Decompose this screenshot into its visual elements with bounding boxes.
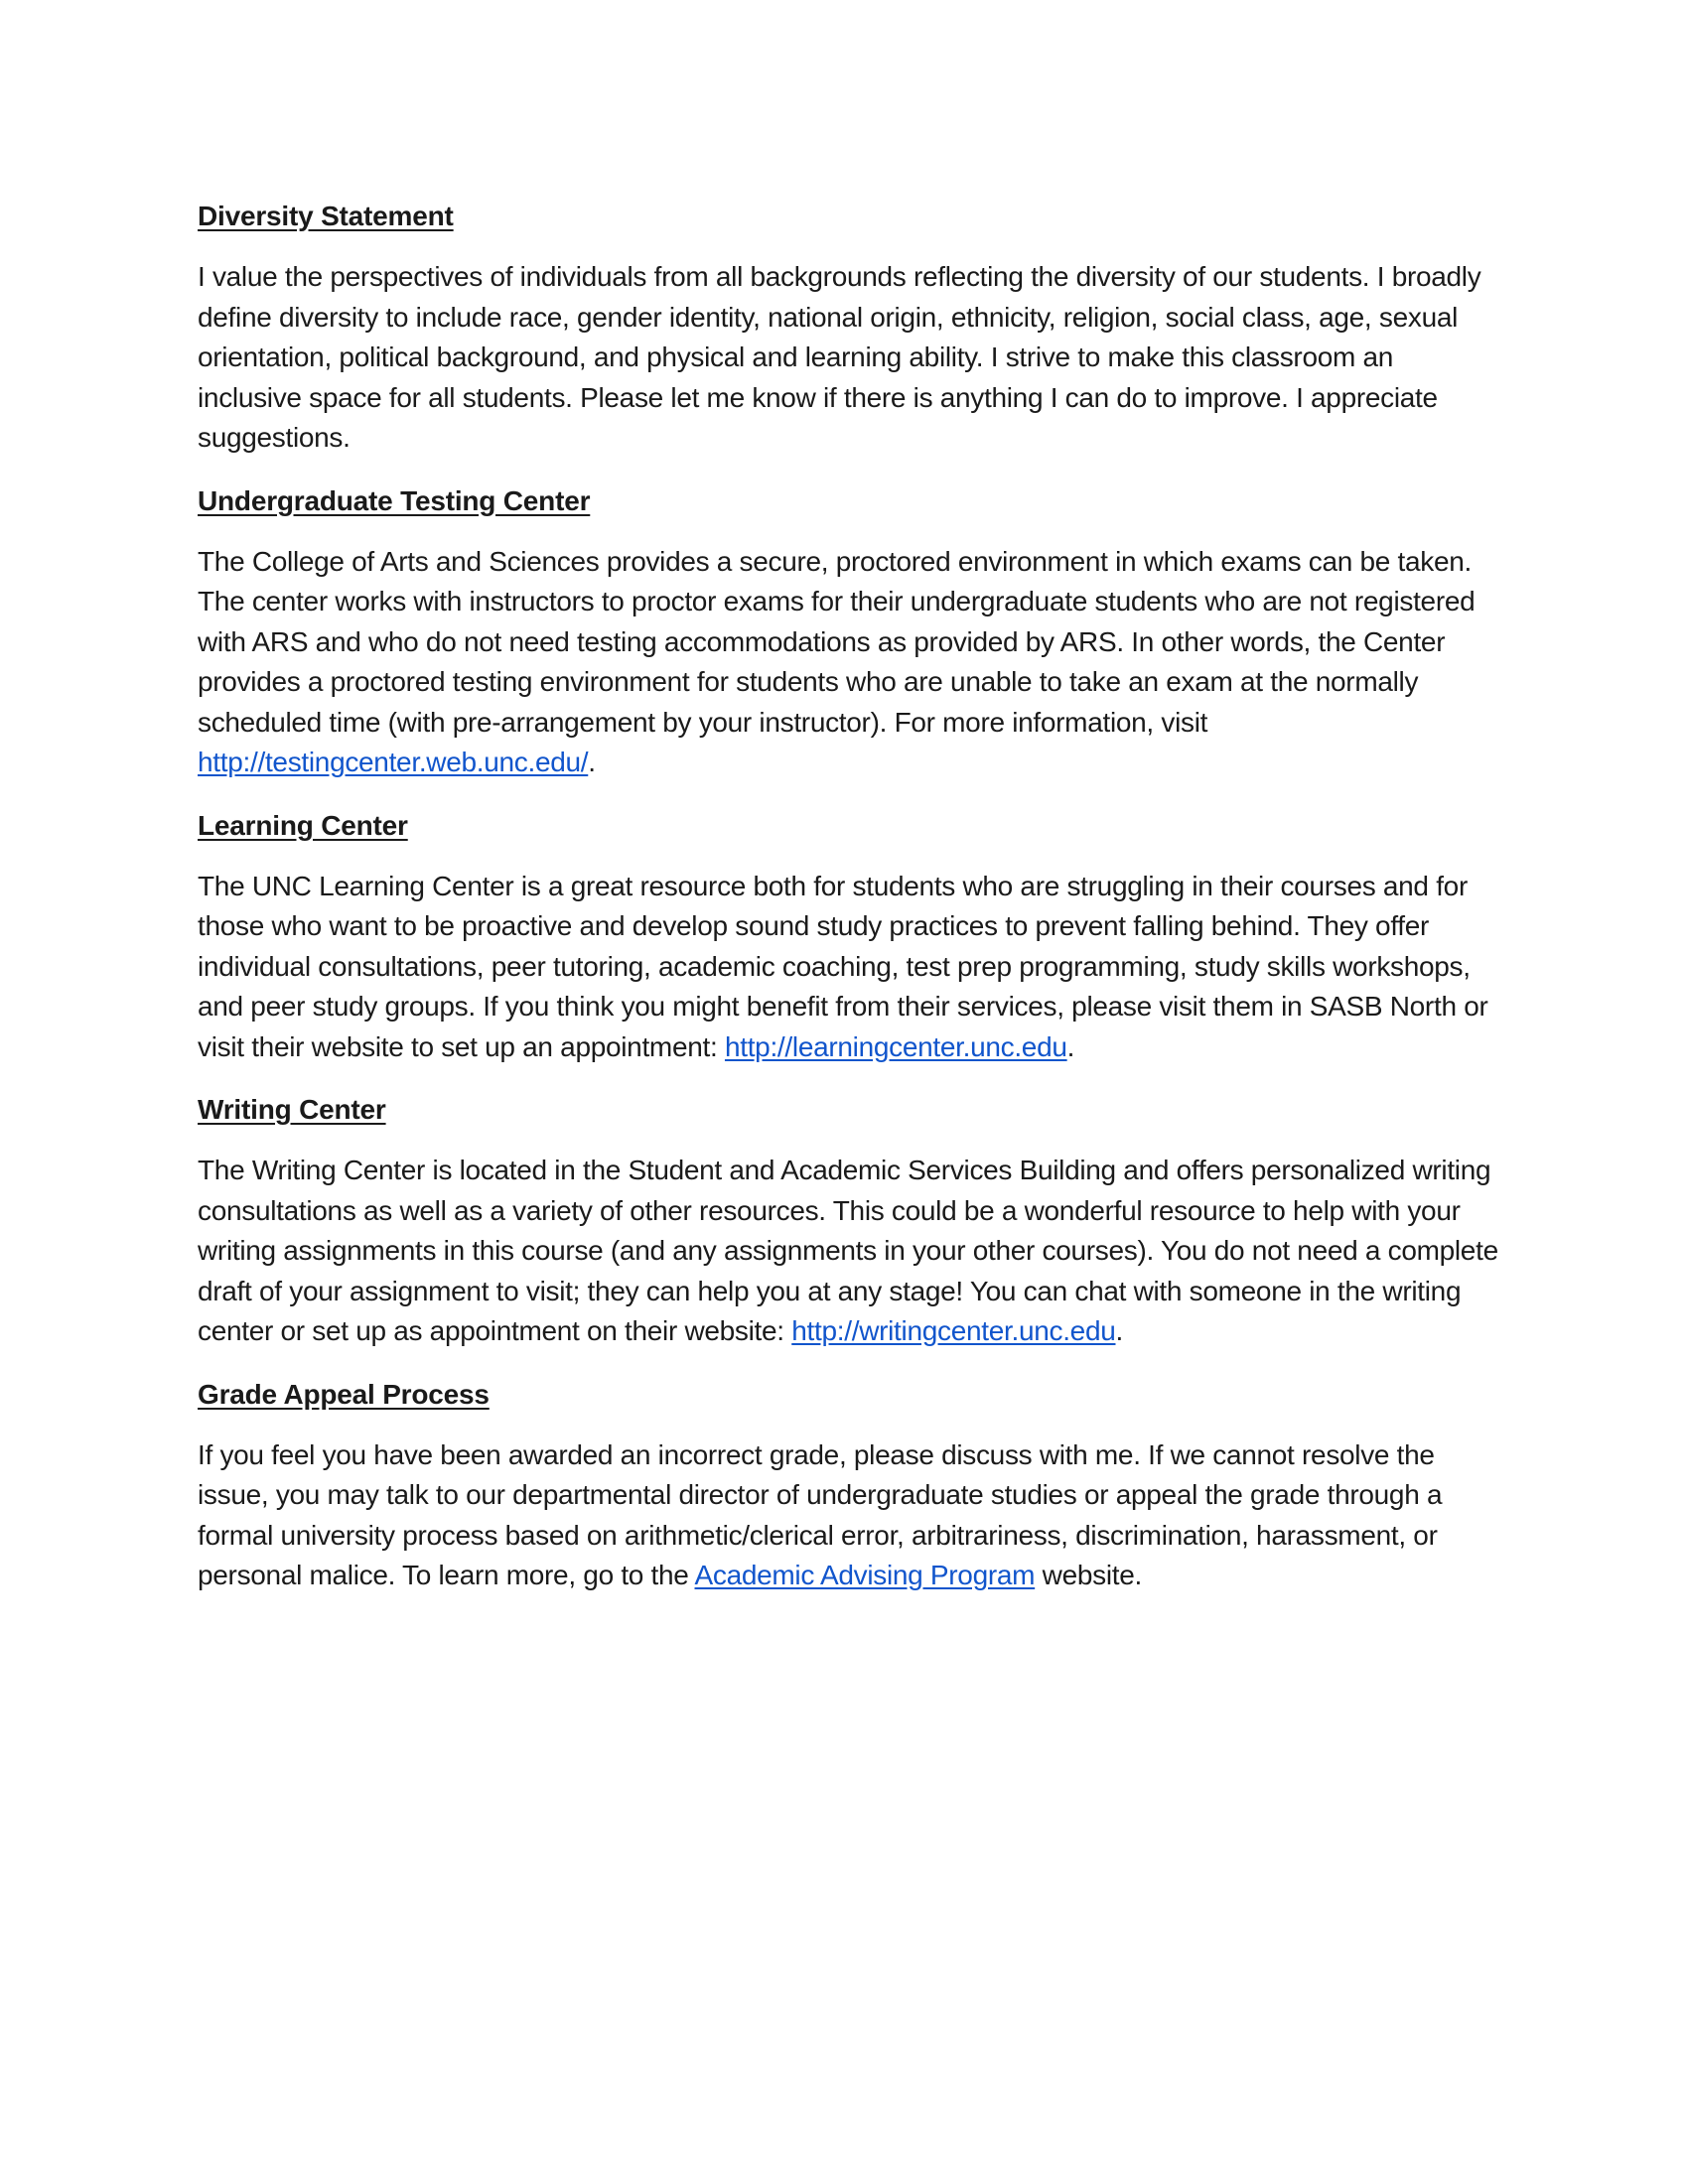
section-body-diversity-statement xyxy=(198,257,1498,459)
section-heading-testing-center: Undergraduate Testing Center xyxy=(198,484,591,516)
body-text-end: . xyxy=(1115,1315,1123,1346)
testing-center-link[interactable]: http://testingcenter.web.unc.edu/ xyxy=(198,747,589,777)
section-heading-grade-appeal: Grade Appeal Process xyxy=(198,1378,490,1410)
body-text-end: . xyxy=(1066,1030,1075,1062)
section-body-learning-center xyxy=(198,867,1498,1068)
academic-advising-program-link[interactable]: Academic Advising Program xyxy=(694,1560,1036,1590)
body-text-end: . xyxy=(588,747,596,777)
section-body-testing-center xyxy=(198,542,1498,783)
body-text: I value the perspectives of individuals from all backgrounds reflecting the diversity of our students. I broadly define diversity to include race, gender identity, national origin, ethnicity, religion, social class, age, sexual orientation, political background, and physical and learning ability. I strive to make this classroom an inclusive space for all students. Please let me know if there is anything I can do to improve. I appreciate suggestions. xyxy=(198,261,1481,453)
document-page xyxy=(198,197,1498,1619)
section-heading-writing-center: Writing Center xyxy=(198,1094,386,1125)
body-text-end: website. xyxy=(1035,1560,1142,1590)
writing-center-link[interactable]: http://writingcenter.unc.edu xyxy=(791,1315,1116,1346)
body-text: The UNC Learning Center is a great resource both for students who are struggling in their courses and for those who want to be proactive and develop sound study practices to prevent falling behind. They offer individual consultations, peer tutoring, academic coaching, test prep programming, study skills workshops, and peer study groups. If you think you might benefit from their services, please visit them in SASB North or visit their website to set up an appointment: xyxy=(198,870,1488,1062)
body-text: The College of Arts and Sciences provides a secure, proctored environment in which exams can be taken. The center works with instructors to proctor exams for their undergraduate students who are not registered with ARS and who do not need testing accommodations as provided by ARS. In other words, the Center provides a proctored testing environment for students who are unable to take an exam at the normally scheduled time (with pre-arrangement by your instructor). For more information, visit xyxy=(198,545,1476,738)
body-text: The Writing Center is located in the Student and Academic Services Building and offers personalized writing consultations as well as a variety of other resources. This could be a wonderful resource to help with your writing assignments in this course (and any assignments in your other courses). You do not need a complete draft of your assignment to visit; they can help you at any stage! You can chat with someone in the writing center or set up as appointment on their website: xyxy=(198,1155,1498,1346)
learning-center-link[interactable]: http://learningcenter.unc.edu xyxy=(724,1030,1067,1062)
body-text: If you feel you have been awarded an incorrect grade, please discuss with me. If we cannot resolve the issue, you may talk to our departmental director of undergraduate studies or appeal the grade through a formal university process based on arithmetic/clerical error, arbitrariness, discrimination, harassment, or personal malice. To learn more, go to the xyxy=(198,1438,1443,1590)
section-heading-diversity-statement: Diversity Statement xyxy=(198,201,454,231)
section-body-writing-center xyxy=(198,1151,1498,1352)
section-body-grade-appeal xyxy=(198,1435,1498,1596)
section-heading-learning-center: Learning Center xyxy=(198,809,408,841)
